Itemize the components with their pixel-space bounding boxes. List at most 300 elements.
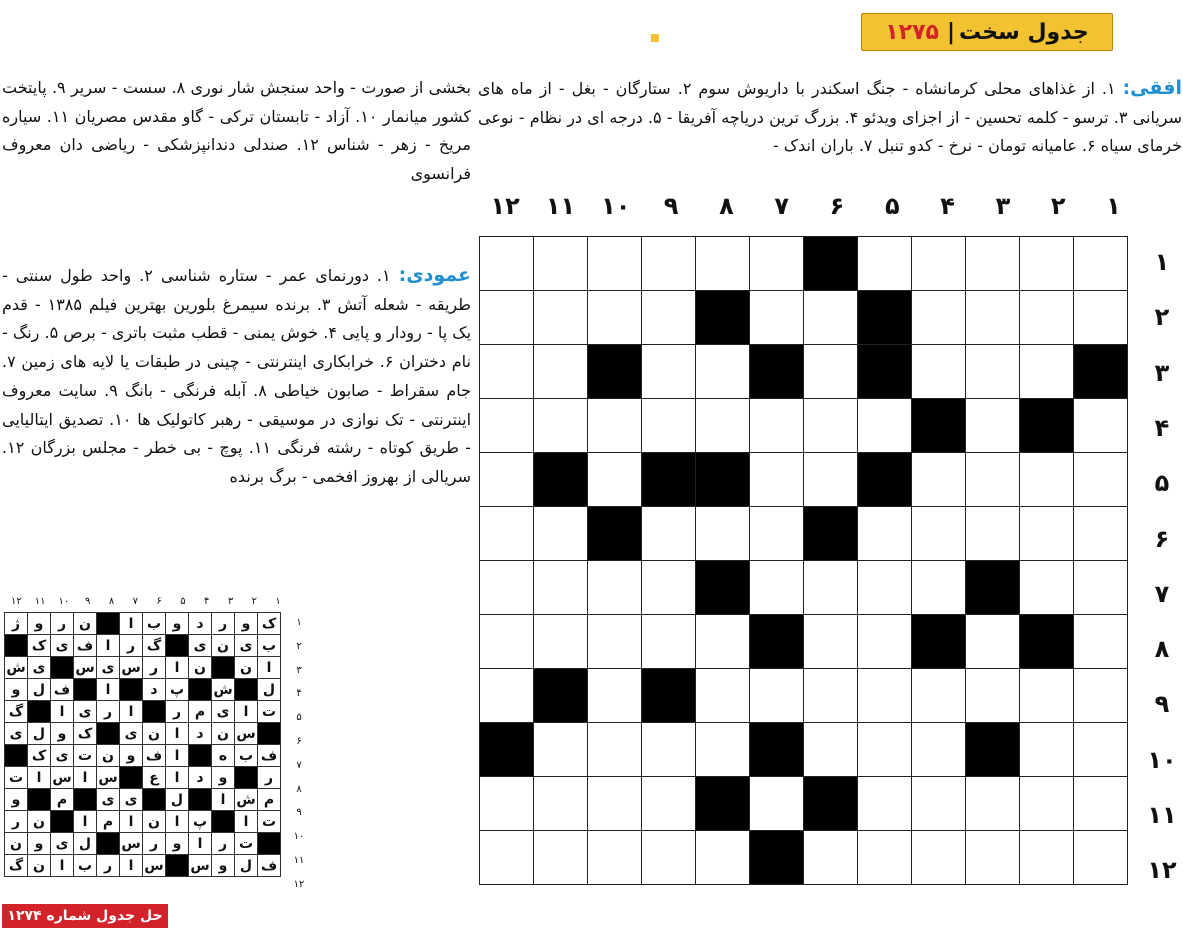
- grid-cell[interactable]: [642, 831, 696, 885]
- grid-cell[interactable]: [696, 345, 750, 399]
- solution-letter: ت: [235, 833, 258, 855]
- solution-black-cell: [5, 745, 28, 767]
- solution-row-number: ۲: [296, 640, 302, 652]
- solution-letter: ر: [143, 833, 166, 855]
- grid-cell[interactable]: [588, 669, 642, 723]
- grid-cell[interactable]: [588, 831, 642, 885]
- solution-row: [5, 613, 281, 635]
- grid-cell[interactable]: [1074, 237, 1128, 291]
- black-cell: [696, 561, 750, 615]
- grid-cell[interactable]: [804, 291, 858, 345]
- black-cell: [642, 669, 696, 723]
- grid-cell[interactable]: [696, 723, 750, 777]
- solution-letter: م: [189, 701, 212, 723]
- solution-letter: ن: [189, 657, 212, 679]
- solution-row-number: ۱۱: [293, 855, 305, 866]
- solution-black-cell: [143, 701, 166, 723]
- grid-cell[interactable]: [912, 669, 966, 723]
- solution-black-cell: [258, 723, 281, 745]
- grid-cell[interactable]: [1074, 561, 1128, 615]
- solution-letter: ش: [212, 679, 235, 701]
- grid-cell[interactable]: [480, 831, 534, 885]
- decorative-dot: [651, 34, 659, 42]
- solution-letter: ی: [5, 723, 28, 745]
- solution-letter: ف: [51, 679, 74, 701]
- grid-cell[interactable]: [858, 237, 912, 291]
- solution-black-cell: [189, 789, 212, 811]
- grid-cell[interactable]: [750, 777, 804, 831]
- grid-cell[interactable]: [588, 453, 642, 507]
- grid-cell[interactable]: [642, 345, 696, 399]
- grid-cell[interactable]: [588, 777, 642, 831]
- solution-letter: ب: [235, 745, 258, 767]
- grid-cell[interactable]: [966, 615, 1020, 669]
- solution-column-number: ۱: [275, 596, 281, 607]
- solution-letter: ب: [258, 635, 281, 657]
- grid-cell[interactable]: [642, 237, 696, 291]
- solution-letter: ی: [120, 789, 143, 811]
- black-cell: [966, 723, 1020, 777]
- solution-letter: و: [166, 833, 189, 855]
- grid-cell[interactable]: [696, 669, 750, 723]
- grid-cell[interactable]: [534, 777, 588, 831]
- solution-letter: ر: [166, 701, 189, 723]
- black-cell: [804, 237, 858, 291]
- grid-cell[interactable]: [480, 453, 534, 507]
- grid-cell[interactable]: [1074, 615, 1128, 669]
- solution-black-cell: [97, 723, 120, 745]
- grid-cell[interactable]: [588, 291, 642, 345]
- solution-letter: ا: [166, 767, 189, 789]
- solution-letter: ی: [74, 701, 97, 723]
- solution-column-number: ۸: [108, 596, 115, 607]
- solution-letter: ک: [74, 723, 97, 745]
- column-number: ۸: [719, 192, 734, 220]
- solution-letter: ر: [212, 613, 235, 635]
- grid-cell[interactable]: [804, 723, 858, 777]
- solution-letter: ن: [143, 723, 166, 745]
- row-number: ۹: [1154, 690, 1170, 719]
- solution-letter: ن: [28, 811, 51, 833]
- grid-cell[interactable]: [1020, 831, 1074, 885]
- solution-letter: و: [120, 745, 143, 767]
- grid-row: [480, 237, 1128, 291]
- grid-cell[interactable]: [480, 291, 534, 345]
- solution-column-number: ۱۰: [58, 596, 70, 607]
- solution-row-number: ۱۰: [293, 831, 305, 843]
- solution-letter: ا: [212, 789, 235, 811]
- grid-cell[interactable]: [642, 507, 696, 561]
- grid-row: [480, 399, 1128, 453]
- row-number: ۱۲: [1147, 856, 1177, 885]
- grid-cell[interactable]: [858, 831, 912, 885]
- grid-cell[interactable]: [912, 453, 966, 507]
- black-cell: [534, 453, 588, 507]
- solution-letter: ش: [5, 657, 28, 679]
- grid-cell[interactable]: [750, 291, 804, 345]
- grid-cell[interactable]: [966, 453, 1020, 507]
- grid-cell[interactable]: [966, 669, 1020, 723]
- grid-cell[interactable]: [858, 561, 912, 615]
- grid-cell[interactable]: [912, 237, 966, 291]
- grid-cell[interactable]: [858, 507, 912, 561]
- grid-cell[interactable]: [534, 507, 588, 561]
- solution-letter: ل: [166, 789, 189, 811]
- grid-cell[interactable]: [912, 507, 966, 561]
- grid-row: [480, 453, 1128, 507]
- solution-letter: ی: [189, 635, 212, 657]
- solution-row: [5, 811, 281, 833]
- solution-row-number: ۶: [296, 736, 302, 747]
- black-cell: [750, 615, 804, 669]
- solution-letter: ک: [28, 745, 51, 767]
- solution-column-number: ۶: [156, 596, 162, 607]
- solution-letter: س: [120, 657, 143, 679]
- grid-cell[interactable]: [1020, 561, 1074, 615]
- grid-cell[interactable]: [750, 453, 804, 507]
- grid-cell[interactable]: [804, 453, 858, 507]
- solution-letter: ل: [235, 855, 258, 877]
- solution-letter: ی: [97, 789, 120, 811]
- solution-black-cell: [28, 789, 51, 811]
- grid-cell[interactable]: [1020, 345, 1074, 399]
- solution-letter: ن: [212, 723, 235, 745]
- solution-letter: ف: [258, 855, 281, 877]
- solution-letter: ا: [97, 635, 120, 657]
- across-clues-continued: بخشی از صورت - واحد سنجش شار نوری ۸. سست - سریر ۹. پایتخت کشور میانمار ۱۰. آزاد - تابستان ترکی - گاو مقدس مصریان ۱۱. سیاره مریخ - زهر - شناس ۱۲. صندلی دندانپزشکی - ریاضی دان معروف فرانسوی: [2, 78, 472, 184]
- row-number: ۴: [1154, 413, 1170, 442]
- solution-black-cell: [189, 679, 212, 701]
- grid-cell[interactable]: [804, 399, 858, 453]
- solution-row-number: ۴: [296, 688, 302, 700]
- grid-cell[interactable]: [480, 615, 534, 669]
- grid-cell[interactable]: [534, 723, 588, 777]
- across-clues-left: [2, 74, 471, 189]
- solution-black-cell: [166, 635, 189, 657]
- grid-cell[interactable]: [696, 399, 750, 453]
- solution-letter: ا: [120, 701, 143, 723]
- solution-letter: گ: [5, 701, 28, 723]
- solution-black-cell: [235, 679, 258, 701]
- solution-row-number: ۹: [296, 807, 302, 819]
- solution-black-cell: [97, 833, 120, 855]
- solution-letter: ا: [120, 855, 143, 877]
- grid-cell[interactable]: [912, 561, 966, 615]
- solution-row: [5, 701, 281, 723]
- grid-row: [480, 831, 1128, 885]
- solution-letter: ف: [143, 745, 166, 767]
- grid-cell[interactable]: [912, 345, 966, 399]
- solution-letter: ی: [120, 723, 143, 745]
- grid-cell[interactable]: [858, 777, 912, 831]
- grid-cell[interactable]: [696, 507, 750, 561]
- solution-row: [5, 745, 281, 767]
- grid-cell[interactable]: [480, 777, 534, 831]
- solution-black-cell: [97, 613, 120, 635]
- grid-cell[interactable]: [1074, 399, 1128, 453]
- black-cell: [858, 345, 912, 399]
- grid-cell[interactable]: [1020, 507, 1074, 561]
- across-clues-right: [478, 74, 1182, 161]
- solution-letter: م: [258, 789, 281, 811]
- column-number: ۱۲: [490, 192, 520, 220]
- solution-row-number: ۵: [296, 712, 302, 724]
- solution-black-cell: [258, 833, 281, 855]
- grid-cell[interactable]: [1020, 291, 1074, 345]
- solution-black-cell: [28, 701, 51, 723]
- grid-cell[interactable]: [912, 723, 966, 777]
- grid-cell[interactable]: [642, 615, 696, 669]
- solution-column-number: ۹: [85, 596, 91, 607]
- solution-letter: ل: [74, 833, 97, 855]
- grid-cell[interactable]: [1020, 453, 1074, 507]
- row-number: ۶: [1154, 524, 1170, 553]
- solution-column-number: ۵: [180, 596, 186, 607]
- solution-letter: ر: [258, 767, 281, 789]
- grid-cell[interactable]: [534, 615, 588, 669]
- grid-cell[interactable]: [696, 831, 750, 885]
- grid-cell[interactable]: [588, 615, 642, 669]
- grid-cell[interactable]: [480, 561, 534, 615]
- grid-cell[interactable]: [534, 345, 588, 399]
- solution-letter: س: [235, 723, 258, 745]
- row-number: ۱۰: [1147, 745, 1177, 774]
- column-number: ۴: [940, 192, 955, 220]
- black-cell: [750, 723, 804, 777]
- solution-column-number: ۳: [227, 596, 234, 607]
- solution-black-cell: [51, 657, 74, 679]
- solution-letter: ر: [97, 701, 120, 723]
- column-number: ۵: [884, 192, 900, 220]
- grid-cell[interactable]: [804, 561, 858, 615]
- grid-cell[interactable]: [966, 777, 1020, 831]
- solution-column-number: ۲: [251, 596, 257, 607]
- down-clues-text: ۱. دورنمای عمر - ستاره شناسی ۲. واحد طول سنتی - طریقه - شعله آتش ۳. برنده سیمرغ بلورین بهترین فیلم ۱۳۸۵ - قدم یک پا - رودار و پایی ۴. خوش یمنی - قطب مثبت باتری - برص ۵. رنگ - نام دختران ۶. خرابکاری اینترنتی - چینی در طبقات یا لایه های زمین ۷. جام سقراط - صابون خیاطی ۸. آبله فرنگی - بانگ ۹. سایت معروف اینترنتی - تک نوازی در موسیقی - رهبر کاتولیک ها ۱۰. تصدیق ایتالیایی - طریق کوتاه - رشته فرنگی ۱۱. پوچ - بی خطر - مجلس بزرگان ۱۲. سریالی از بهروز افخمی - برگ برنده: [2, 266, 472, 486]
- grid-cell[interactable]: [480, 399, 534, 453]
- black-cell: [588, 507, 642, 561]
- solution-letter: ا: [258, 657, 281, 679]
- solution-letter: ه: [212, 745, 235, 767]
- row-number: ۳: [1154, 358, 1170, 387]
- grid-cell[interactable]: [642, 399, 696, 453]
- black-cell: [750, 831, 804, 885]
- solution-letter: ی: [51, 635, 74, 657]
- black-cell: [642, 453, 696, 507]
- solution-letter: ع: [143, 767, 166, 789]
- grid-cell[interactable]: [588, 399, 642, 453]
- grid-cell[interactable]: [534, 237, 588, 291]
- solution-letter: ا: [166, 811, 189, 833]
- row-number: ۵: [1154, 469, 1170, 498]
- grid-cell[interactable]: [804, 615, 858, 669]
- grid-cell[interactable]: [858, 723, 912, 777]
- solution-letter: ت: [258, 811, 281, 833]
- solution-letter: ا: [235, 701, 258, 723]
- grid-cell[interactable]: [804, 345, 858, 399]
- puzzle-title-box: [861, 13, 1113, 51]
- solution-letter: ب: [143, 613, 166, 635]
- grid-cell[interactable]: [534, 291, 588, 345]
- grid-cell[interactable]: [696, 615, 750, 669]
- grid-cell[interactable]: [966, 237, 1020, 291]
- grid-cell[interactable]: [1074, 723, 1128, 777]
- column-number: ۷: [774, 192, 790, 220]
- solution-letter: ا: [97, 679, 120, 701]
- grid-cell[interactable]: [1074, 507, 1128, 561]
- grid-cell[interactable]: [858, 399, 912, 453]
- grid-cell[interactable]: [1074, 831, 1128, 885]
- crossword-grid: [479, 236, 1128, 885]
- solution-letter: د: [189, 767, 212, 789]
- grid-cell[interactable]: [750, 399, 804, 453]
- grid-row: [480, 723, 1128, 777]
- solution-row-number: ۱۲: [293, 878, 305, 890]
- grid-cell[interactable]: [1020, 669, 1074, 723]
- grid-row: [480, 345, 1128, 399]
- grid-cell[interactable]: [966, 831, 1020, 885]
- grid-cell[interactable]: [1074, 453, 1128, 507]
- grid-cell[interactable]: [750, 561, 804, 615]
- column-number: ۳: [995, 192, 1011, 220]
- solution-letter: و: [212, 855, 235, 877]
- solution-letter: ر: [5, 811, 28, 833]
- solution-letter: گ: [5, 855, 28, 877]
- solution-letter: ر: [51, 613, 74, 635]
- black-cell: [912, 615, 966, 669]
- grid-cell[interactable]: [804, 669, 858, 723]
- down-clues: [2, 261, 471, 492]
- grid-cell[interactable]: [858, 669, 912, 723]
- grid-cell[interactable]: [480, 237, 534, 291]
- grid-cell[interactable]: [1074, 777, 1128, 831]
- solution-black-cell: [74, 679, 97, 701]
- solution-letter: م: [51, 789, 74, 811]
- grid-row: [480, 669, 1128, 723]
- grid-cell[interactable]: [480, 669, 534, 723]
- solution-label: حل جدول شماره ۱۲۷۴: [2, 904, 168, 928]
- grid-cell[interactable]: [534, 561, 588, 615]
- grid-cell[interactable]: [912, 831, 966, 885]
- grid-cell[interactable]: [642, 777, 696, 831]
- black-cell: [1020, 399, 1074, 453]
- grid-cell[interactable]: [1020, 723, 1074, 777]
- grid-cell[interactable]: [480, 345, 534, 399]
- grid-cell[interactable]: [1074, 291, 1128, 345]
- grid-cell[interactable]: [1020, 777, 1074, 831]
- solution-column-number: ۱۱: [34, 596, 46, 607]
- solution-letter: گ: [143, 635, 166, 657]
- grid-cell[interactable]: [966, 507, 1020, 561]
- solution-letter: ت: [74, 745, 97, 767]
- solution-letter: و: [166, 613, 189, 635]
- grid-cell[interactable]: [966, 345, 1020, 399]
- grid-cell[interactable]: [480, 507, 534, 561]
- column-number: ۱: [1106, 192, 1121, 220]
- solution-letter: ی: [28, 657, 51, 679]
- solution-letter: ت: [5, 767, 28, 789]
- grid-cell[interactable]: [1074, 669, 1128, 723]
- grid-cell[interactable]: [642, 723, 696, 777]
- solution-grid: [4, 612, 281, 877]
- puzzle-number: ۱۲۷۵: [885, 19, 939, 45]
- solution-letter: ر: [120, 635, 143, 657]
- solution-column-number: ۷: [132, 596, 138, 607]
- grid-row: [480, 507, 1128, 561]
- grid-cell[interactable]: [750, 669, 804, 723]
- solution-letter: د: [189, 613, 212, 635]
- grid-cell[interactable]: [534, 831, 588, 885]
- grid-cell[interactable]: [912, 777, 966, 831]
- solution-letter: ک: [28, 635, 51, 657]
- solution-letter: ا: [120, 811, 143, 833]
- solution-row-number: ۷: [296, 759, 302, 771]
- grid-cell[interactable]: [750, 507, 804, 561]
- solution-letter: و: [235, 613, 258, 635]
- grid-cell[interactable]: [588, 561, 642, 615]
- black-cell: [858, 453, 912, 507]
- black-cell: [696, 453, 750, 507]
- grid-cell[interactable]: [750, 237, 804, 291]
- grid-cell[interactable]: [1020, 237, 1074, 291]
- solution-letter: پ: [166, 679, 189, 701]
- grid-cell[interactable]: [588, 723, 642, 777]
- solution-black-cell: [212, 657, 235, 679]
- solution-row: [5, 679, 281, 701]
- solution-letter: پ: [189, 811, 212, 833]
- solution-letter: ب: [74, 855, 97, 877]
- solution-letter: ا: [120, 613, 143, 635]
- solution-letter: س: [97, 767, 120, 789]
- solution-letter: ا: [28, 767, 51, 789]
- solution-letter: ن: [74, 613, 97, 635]
- grid-cell[interactable]: [642, 291, 696, 345]
- solution-black-cell: [143, 789, 166, 811]
- solution-letter: ا: [189, 833, 212, 855]
- row-number: ۱۱: [1147, 801, 1177, 829]
- solution-black-cell: [212, 811, 235, 833]
- grid-cell[interactable]: [912, 291, 966, 345]
- black-cell: [534, 669, 588, 723]
- solution-black-cell: [235, 767, 258, 789]
- grid-cell[interactable]: [588, 237, 642, 291]
- grid-cell[interactable]: [804, 831, 858, 885]
- black-cell: [858, 291, 912, 345]
- solution-letter: ن: [28, 855, 51, 877]
- solution-letter: م: [97, 811, 120, 833]
- black-cell: [804, 507, 858, 561]
- solution-letter: ر: [97, 855, 120, 877]
- solution-letter: ر: [143, 657, 166, 679]
- solution-black-cell: [5, 635, 28, 657]
- grid-cell[interactable]: [696, 237, 750, 291]
- grid-cell[interactable]: [858, 615, 912, 669]
- black-cell: [696, 291, 750, 345]
- grid-cell[interactable]: [966, 399, 1020, 453]
- grid-row: [480, 291, 1128, 345]
- solution-letter: ی: [51, 833, 74, 855]
- black-cell: [588, 345, 642, 399]
- grid-cell[interactable]: [966, 291, 1020, 345]
- solution-letter: ن: [212, 635, 235, 657]
- black-cell: [912, 399, 966, 453]
- solution-row-number: ۳: [296, 664, 302, 676]
- grid-cell[interactable]: [534, 399, 588, 453]
- grid-row: [480, 777, 1128, 831]
- solution-black-cell: [120, 679, 143, 701]
- solution-black-cell: [166, 855, 189, 877]
- grid-cell[interactable]: [642, 561, 696, 615]
- row-number: ۷: [1154, 579, 1170, 608]
